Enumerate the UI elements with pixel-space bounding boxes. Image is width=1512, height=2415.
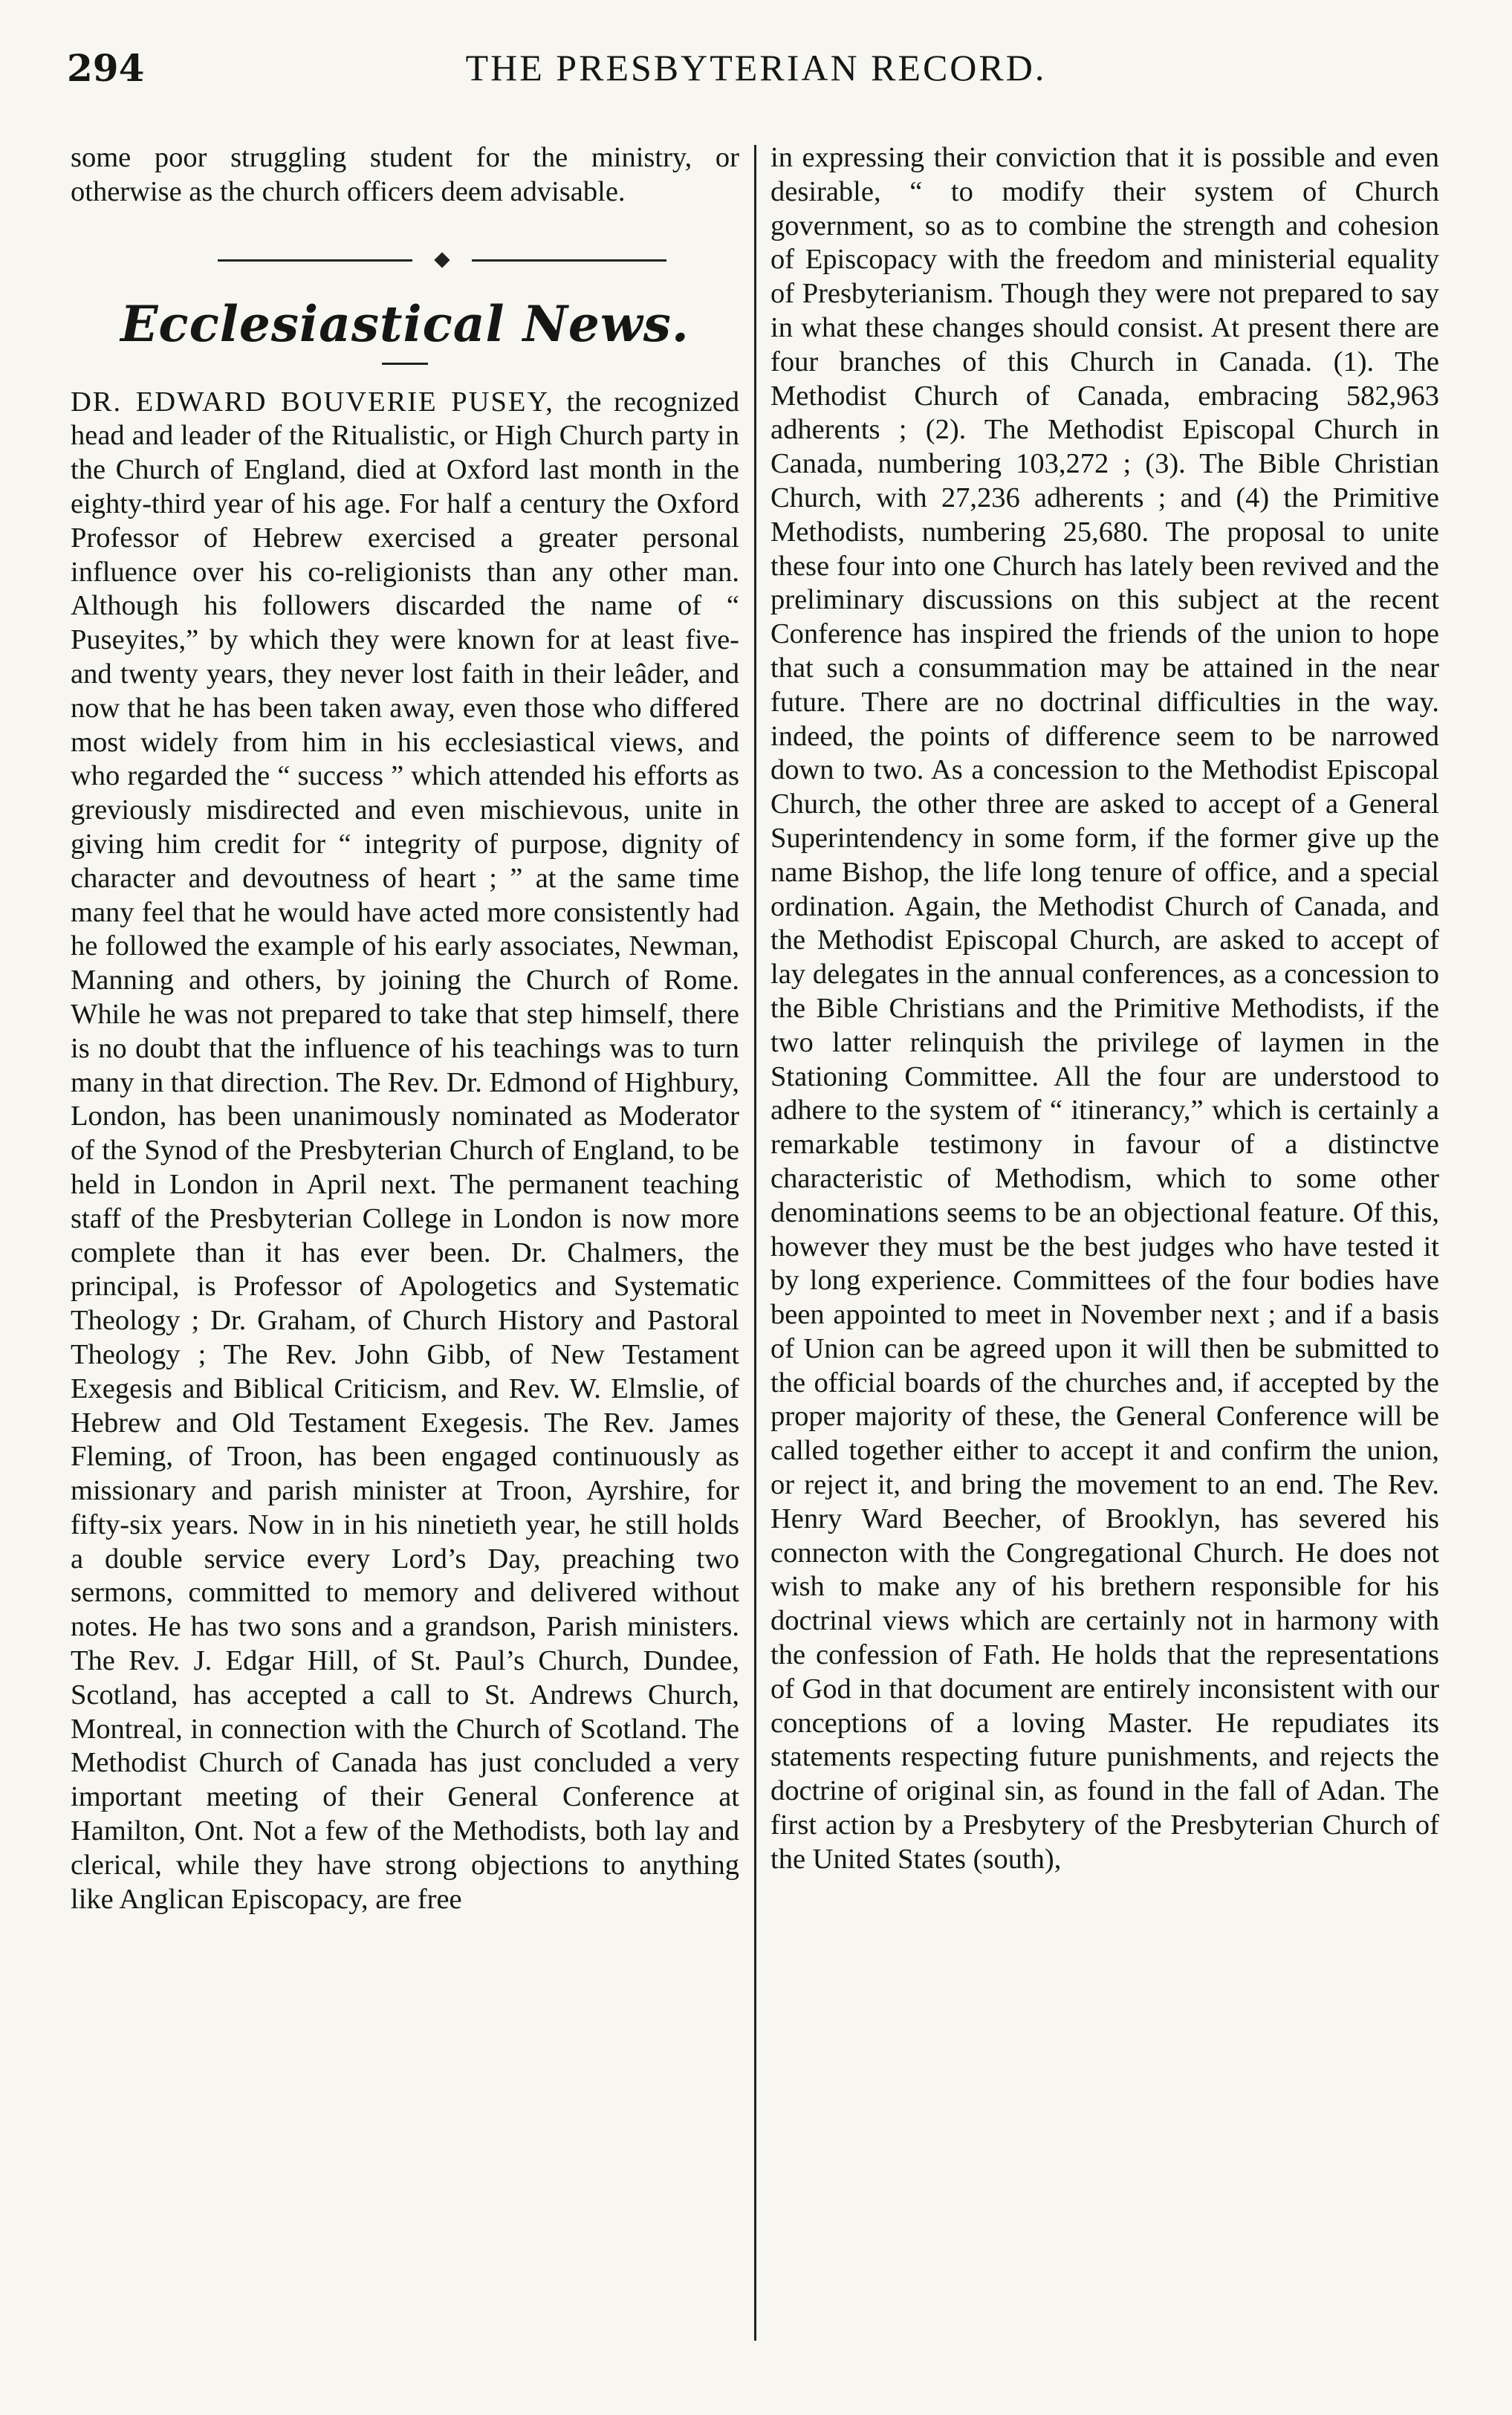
right-column (770, 141, 1439, 1877)
page-header (67, 46, 1445, 106)
page-number: 294 (67, 46, 145, 90)
lead-name: DR. EDWARD BOUVERIE PUSEY, (71, 386, 554, 418)
section-heading: Ecclesiastical News. (120, 294, 690, 353)
article-body: the recognized head and leader of the Ritualistic, or High Church party in the Church of England, died at Oxford last month in the eighty-third year of his age. For half a century the Oxford Professor of Hebrew exercised a greater personal influence over his co-religionists than any other man. Although his followers discarded the name of “ Puseyites,” by which they were known for at least five-and twenty years, they never lost faith in their leâder, and now that he has been taken away, even those who differed most widely from him in his ecclesiastical views, and who regarded the “ success ” which attended his efforts as greviously misdirected and even mischievous, unite in giving him credit for “ integrity of purpose, dignity of character and devoutness of heart ; ” at the same time many feel that he would have acted more consistently had he followed the example of his early associates, Newman, Manning and others, by joining the Church of Rome. While he was not prepared to take that step himself, there is no doubt that the influence of his teachings was to turn many in that direction. The Rev. Dr. Edmond of Highbury, London, has been unanimously nominated as Moderator of the Synod of the Presbyterian Church of England, to be held in London in April next. The permanent teaching staff of the Presbyterian College in London is now more complete than it has ever been. Dr. Chalmers, the principal, is Professor of Apologetics and Systematic Theology ; Dr. Graham, of Church History and Pastoral Theology ; The Rev. John Gibb, of New Testament Exegesis and Biblical Criticism, and Rev. W. Elmslie, of Hebrew and Old Testament Exegesis. The Rev. James Fleming, of Troon, has been engaged continuously as missionary and parish minister at Troon, Ayrshire, for fifty-six years. Now in in his ninetieth year, he still holds a double service every Lord’s Day, preaching two sermons, committed to memory and delivered without notes. He has two sons and a grandson, Parish ministers. The Rev. J. Edgar Hill, of St. Paul’s Church, Dundee, Scotland, has accepted a call to St. Andrews Church, Montreal, in connection with the Church of Scotland. The Methodist Church of Canada has just concluded a very important meeting of their General Conference at Hamilton, Ont. Not a few of the Methodists, both lay and clerical, while they have strong objections to anything like Anglican Episcopacy, are free (71, 386, 740, 1915)
heading-rule (382, 363, 428, 365)
article-paragraph-continued: in expressing their conviction that it is possible and even desirable, “ to modify their system of Church government, so as to combine the strength and cohesion of Episcopacy with the freedom and ministerial equality of Presbyterianism. Though they were not prepared to say in what these changes should consist. At present there are four branches of this Church in Canada. (1). The Methodist Church of Canada, embracing 582,963 adherents ; (2). The Methodist Episcopal Church in Canada, numbering 103,272 ; (3). The Bible Christian Church, with 27,236 adherents ; and (4) the Primitive Methodists, numbering 25,680. The proposal to unite these four into one Church has lately been revived and the preliminary discussions on this subject at the recent Conference has inspired the friends of the union to hope that such a consummation may be attained in the near future. There are no doctrinal difficulties in the way. indeed, the points of difference seem to be narrowed down to two. As a concession to the Methodist Episcopal Church, the other three are asked to accept of a General Superintendency in some form, if the former give up the name Bishop, the life long tenure of office, and a special ordination. Again, the Methodist Church of Canada, and the Methodist Episcopal Church, are asked to accept of lay delegates in the annual conferences, as a concession to the Bible Christians and the Primitive Methodists, if the two latter relinquish the privilege of laymen in the Stationing Committee. All the four are understood to adhere to the system of “ itinerancy,” which is certainly a remarkable testimony in favour of a distinctve characteristic of Methodism, which to some other denominations seems to be an objectional feature. Of this, however they must be the best judges who have tested it by long experience. Committees of the four bodies have been appointed to meet in November next ; and if a basis of Union can be agreed upon it will then be submitted to the official boards of the churches and, if accepted by the proper majority of these, the General Conference will be called together either to accept it and confirm the union, or reject it, and bring the movement to an end. The Rev. Henry Ward Beecher, of Brooklyn, has severed his connecton with the Congregational Church. He does not wish to make any of his brethern responsible for his doctrinal views which are certainly not in harmony with the confession of Fath. He holds that the representations of God in that document are entirely inconsistent with our conceptions of a loving Master. He repudiates its statements respecting future punishments, and rejects the doctrine of original sin, as found in the fall of Adan. The first action by a Presbytery of the Presbyterian Church of the United States (south), (770, 142, 1439, 1875)
continued-paragraph: some poor struggling student for the ministry, or otherwise as the church officers deem advisable. (71, 142, 739, 207)
left-column (71, 141, 739, 1916)
article-paragraph (71, 386, 739, 1917)
column-divider (754, 145, 756, 2341)
journal-title: THE PRESBYTERIAN RECORD. (465, 47, 1047, 88)
ornamental-rule (71, 253, 739, 268)
diamond-ornament-icon (427, 253, 457, 268)
